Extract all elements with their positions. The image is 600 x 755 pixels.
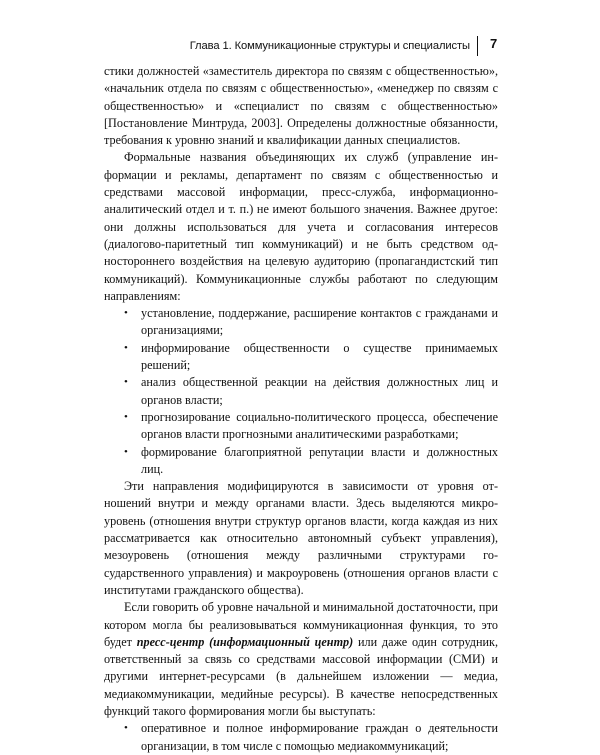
paragraph-service-names: Формальные названия объединяющих их служб (управление информации и рекламы, департамент по связям с общественностью и средствами массовой информации, пресс-служба, информационно-аналитический отдел и т. п.) не имеют большого значения. Важнее другое: они должны использоваться для учета и согласования интересов (диалогово-паритетный тип коммуникаций) и не быть средством одностороннего воздействия на целевую аудиторию (пропагандистский тип коммуникаций). Коммуникационные службы работают по следующим направлениям: <box>104 150 498 303</box>
list-item <box>104 340 498 375</box>
directions-list <box>104 305 498 478</box>
bullet-icon: • <box>124 722 128 735</box>
paragraph-text: Если говорить об уровне начальной и минимальной достаточности, при котором могла бы реализовываться коммуникационная функция, то это будет <box>104 600 498 649</box>
list-item-text: формирование благоприятной репутации власти и должностных лиц. <box>141 444 498 476</box>
paragraph-levels: Эти направления модифицируются в зависимости от уровня отношений внутри и между органами власти. Здесь выделяются микроуровень (отношения внутри структур органов власти, когда каждая из них рассматривается как относительно автономный субъект управления), мезоуровень (отношения между различными структурами государственного управления) и макроуровень (отношения органов власти с институтами гражданского общества). <box>104 479 498 597</box>
bullet-icon: • <box>124 445 128 458</box>
paragraph-continued: стики должностей «заместитель директора по связям с общественностью», «начальник отдела по связям с общественностью», «менеджер по связям с общественностью» и «специалист по связям с общественностью» [Постановление Минтруда, 2003]. Определены должностные обязанности, требования к уровню знаний и квалификации данных специалистов. <box>104 64 498 148</box>
running-title: Глава 1. Коммуникационные структуры и специалисты <box>189 40 470 52</box>
list-item-text: прогнозирование социально-политического процесса, обеспечение органов власти прогнозными аналитическими разработками; <box>141 409 498 442</box>
list-item-text: оперативное и полное информирование граждан о деятельности организации, в том числе с помощью медиакоммуникаций; <box>141 721 498 753</box>
page-header <box>0 36 600 58</box>
paragraph-text: или даже один сотрудник, ответственный за связь со средствами массовой информации (СМИ) и другими интернет-ресурсами (в дальнейшем изложении — медиа, медиакоммуникации, медийные ресурсы). В качестве непосредственных функций такого формирования могли бы выступать: <box>104 634 498 718</box>
list-item-text: информирование общественности о существе принимаемых решений; <box>141 340 498 373</box>
paragraph-press-center <box>104 599 498 720</box>
list-item <box>104 409 498 444</box>
list-item <box>104 305 498 340</box>
header-divider <box>477 36 478 56</box>
list-item <box>104 444 498 479</box>
list-item-text: установление, поддержание, расширение контактов с гражданами и организациями; <box>141 306 498 338</box>
page-body <box>104 63 498 755</box>
list-item <box>104 374 498 409</box>
bullet-icon: • <box>124 307 128 320</box>
bullet-icon: • <box>124 341 128 354</box>
bullet-icon: • <box>124 376 128 389</box>
list-item-text: анализ общественной реакции на действия должностных лиц и органов власти; <box>141 375 498 407</box>
emphasized-term: пресс-центр (информационный центр) <box>136 634 354 649</box>
page-number: 7 <box>490 36 498 51</box>
bullet-icon: • <box>124 410 128 423</box>
